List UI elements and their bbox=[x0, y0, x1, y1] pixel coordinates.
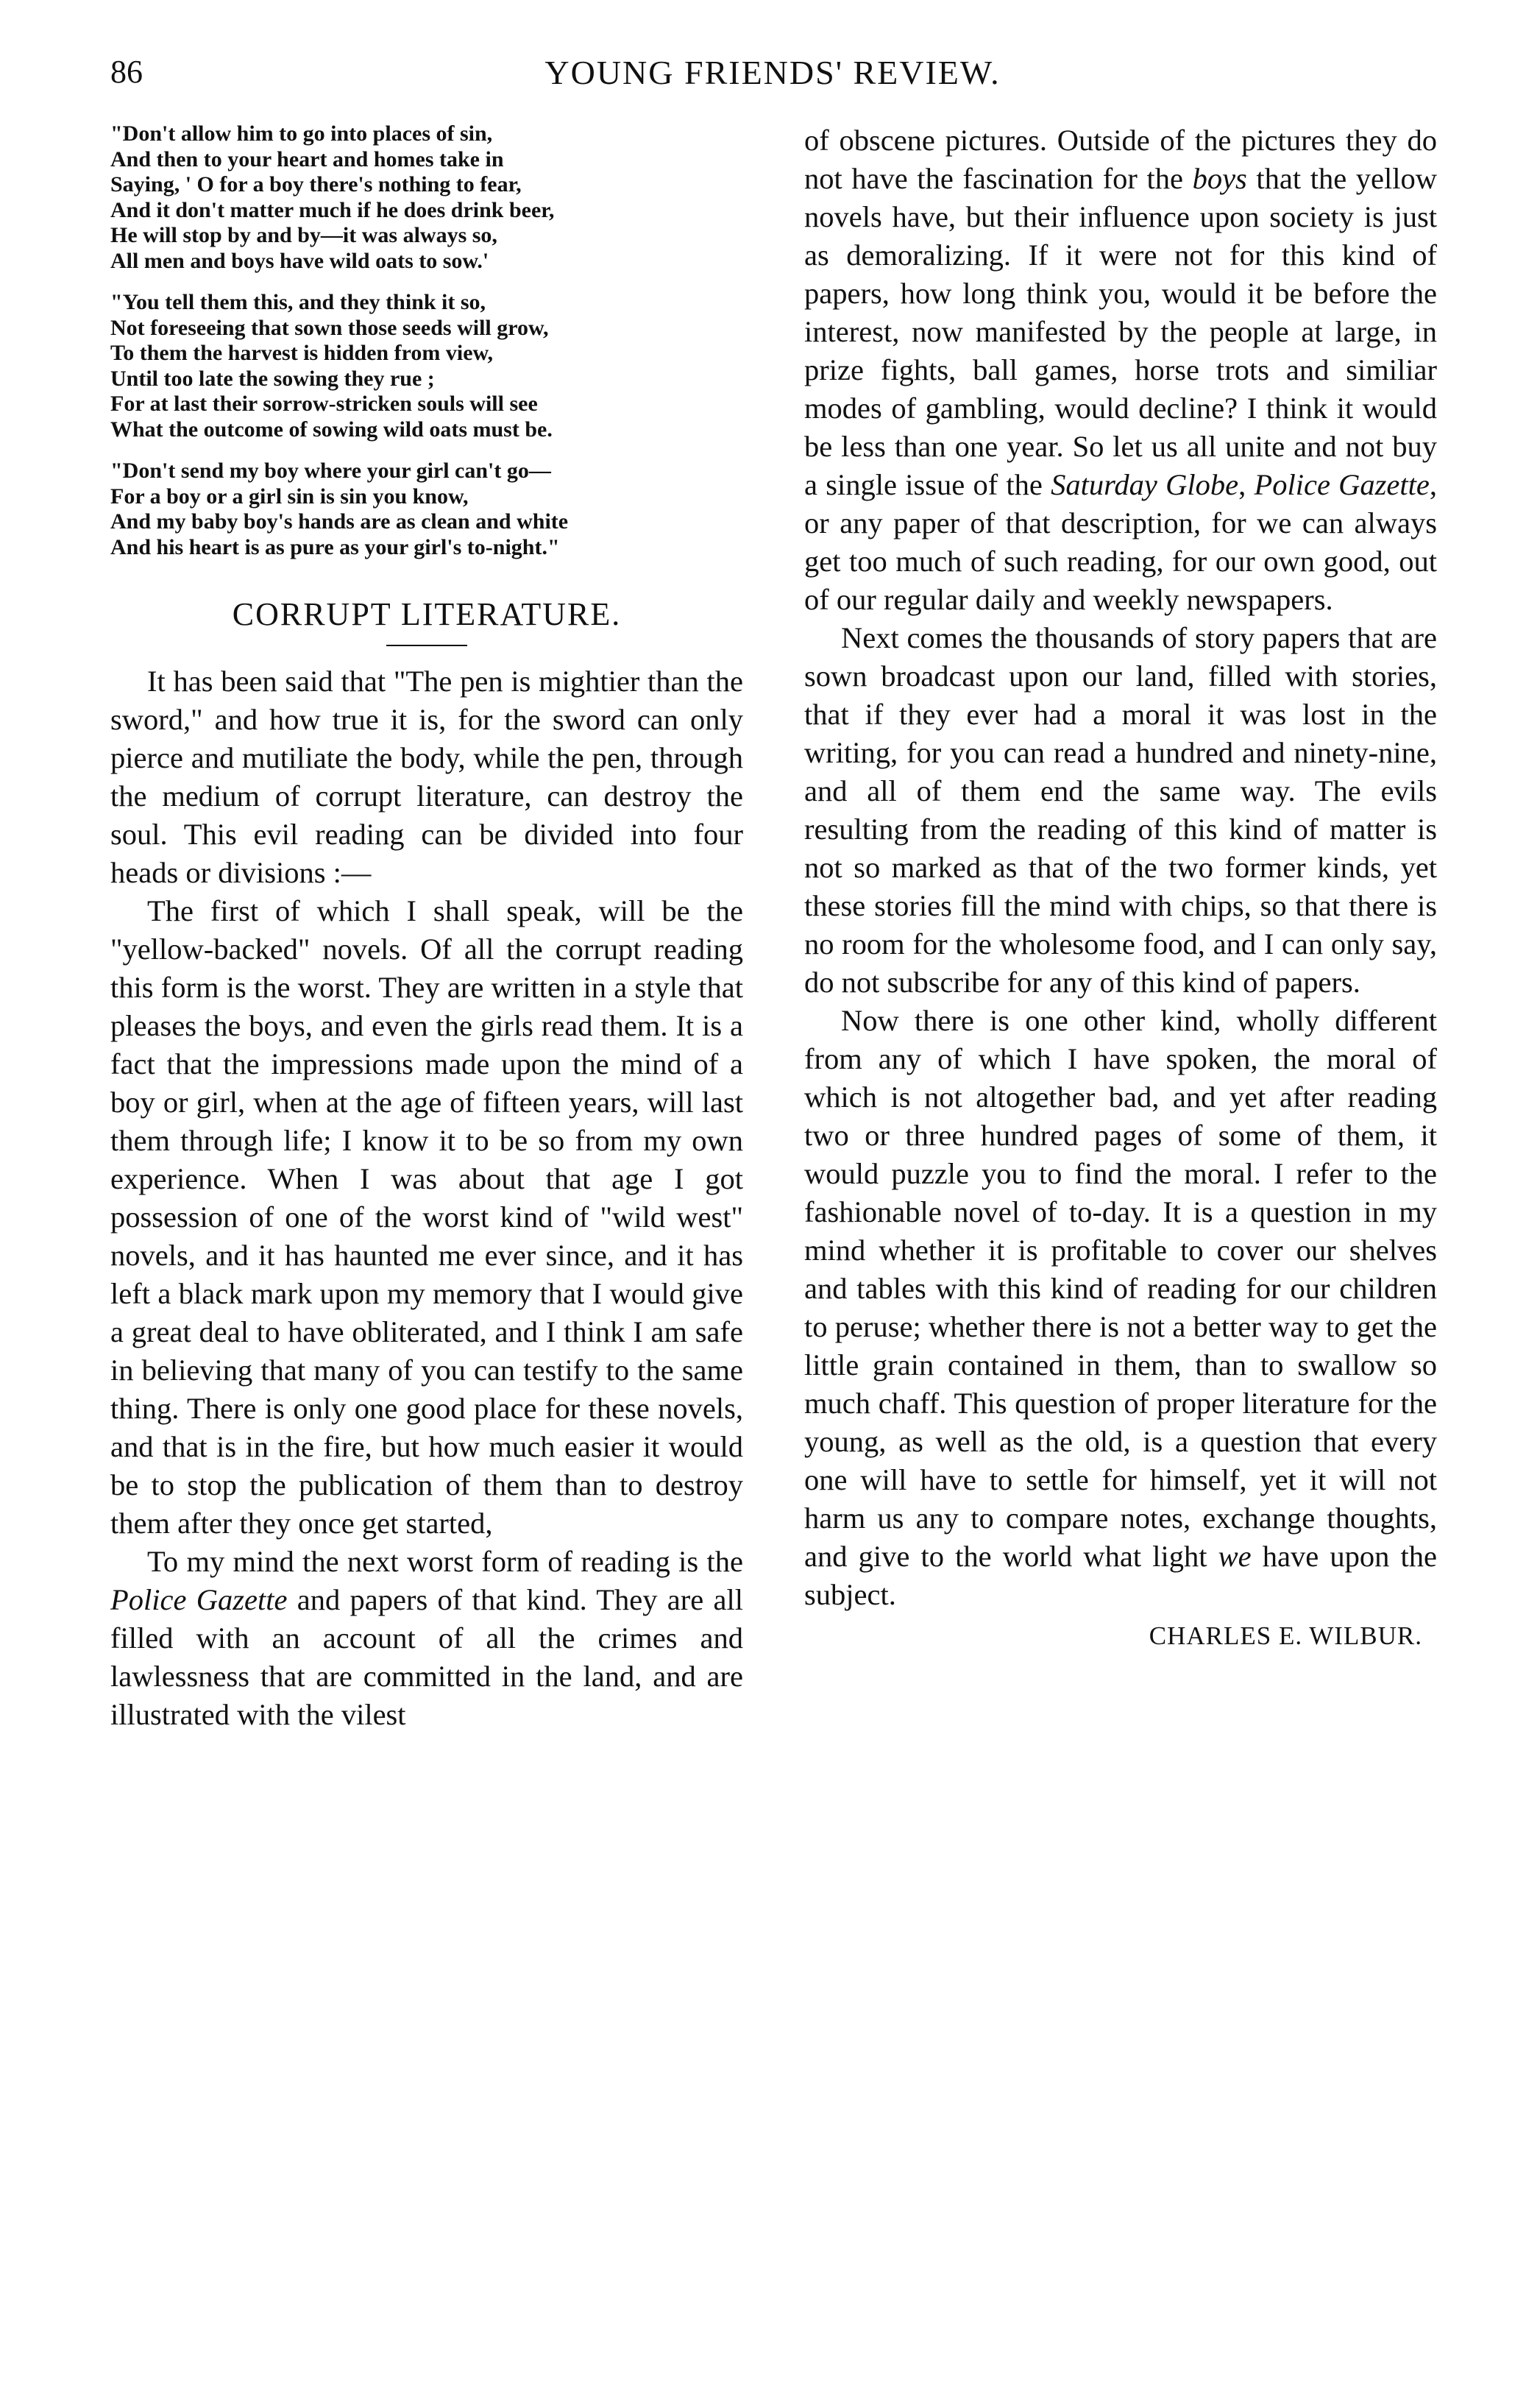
author-signature: CHARLES E. WILBUR. bbox=[1149, 1621, 1422, 1650]
publication-name: Police Gazette bbox=[110, 1583, 288, 1616]
page-header bbox=[110, 53, 1435, 112]
emphasis: we bbox=[1218, 1540, 1252, 1573]
emphasis: boys bbox=[1192, 162, 1247, 195]
text-run: To my mind the next worst form of reading is the bbox=[147, 1545, 743, 1578]
poem-line: For a boy or a girl sin is sin you know, bbox=[110, 484, 469, 509]
text-run: and papers of that kind. They are all filled with an account of all the crimes and lawlessness that are committed in the land, and are illustrated with the vilest bbox=[110, 1583, 744, 1731]
poem-stanza bbox=[110, 121, 743, 274]
poem-line: He will stop by and by—it was always so, bbox=[110, 223, 497, 247]
poem-line: Saying, ' O for a boy there's nothing to fear, bbox=[110, 172, 522, 197]
poem-stanza bbox=[110, 459, 743, 560]
text-run: , or any paper of that description, for we can always get too much of such reading, for our own good, out of our regular daily and weekly newspapers. bbox=[804, 468, 1437, 616]
poem-line: And his heart is as pure as your girl's to-night." bbox=[110, 534, 560, 559]
article-paragraph: It has been said that "The pen is mightier than the sword," and how true it is, for the sword can only pierce and mutiliate the body, while the pen, through the medium of corrupt literature, can destroy the soul. This evil reading can be divided into four heads or divisions :— bbox=[110, 665, 743, 889]
page-number: 86 bbox=[110, 54, 143, 90]
text-run: , bbox=[1238, 468, 1255, 501]
article-paragraph: Next comes the thousands of story papers that are sown broadcast upon our land, filled with stories, that if they ever had a moral it was lost in the writing, for you can read a hundred and ninety-nine, and all of them end the same way. The evils resulting from the reading of this kind of matter is not so marked as that of the two former kinds, yet these stories fill the mind with chips, so that there is no room for the wholesome food, and I can only say, do not subscribe for any of this kind of papers. bbox=[804, 621, 1437, 999]
title-rule bbox=[386, 645, 467, 646]
poem-line: "Don't send my boy where your girl can't go— bbox=[110, 459, 551, 483]
poem-line: For at last their sorrow-stricken souls will see bbox=[110, 392, 538, 416]
article-paragraph bbox=[110, 1543, 743, 1734]
text-run: Now there is one other kind, wholly different from any of which I have spoken, the moral of which is not altogether bad, and yet after reading two or three hundred pages of some of them, it would puzzle you to find the moral. I refer to the fashionable novel of to-day. It is a question in my mind whether it is profitable to cover our shelves and tables with this kind of reading for our children to peruse; whether there is not a better way to get the little grain contained in them, than to swallow so much chaff. This question of proper literature for the young, as well as the old, is a question that every one will have to settle for himself, yet it will not harm us any to compare notes, exchange thoughts, and give to the world what light bbox=[804, 1004, 1437, 1573]
poem-line: What the outcome of sowing wild oats must be. bbox=[110, 417, 553, 442]
article-paragraph bbox=[804, 1002, 1437, 1614]
left-column bbox=[110, 121, 743, 1734]
running-title: YOUNG FRIENDS' REVIEW. bbox=[544, 54, 1001, 91]
publication-name: Saturday Globe bbox=[1051, 468, 1239, 501]
text-run: have upon the subject. bbox=[804, 1540, 1437, 1611]
poem-line: And my baby boy's hands are as clean and white bbox=[110, 509, 569, 534]
poem-line: "You tell them this, and they think it so, bbox=[110, 290, 486, 314]
article-title: CORRUPT LITERATURE. bbox=[232, 596, 622, 632]
poem-line: All men and boys have wild oats to sow.' bbox=[110, 248, 489, 273]
poem-line: And then to your heart and homes take in bbox=[110, 146, 504, 171]
article-paragraph: The first of which I shall speak, will be the "yellow-backed" novels. Of all the corrupt reading this form is the worst. They are written in a style that pleases the boys, and even the girls read them. It is a fact that the impressions made upon the mind of a boy or girl, when at the age of fifteen years, will last them through life; I know it to be so from my own experience. When I was about that age I got possession of one of the worst kind of "wild west" novels, and it has haunted me ever since, and it has left a black mark upon my memory that I would give a great deal to have obliterated, and I think I am safe in believing that many of you can testify to the same thing. There is only one good place for these novels, and that is in the fire, but how much easier it would be to stop the publication of them than to destroy them after they once get started, bbox=[110, 894, 743, 1540]
text-run: that the yellow novels have, but their influence upon society is just as demoralizing. If it were not for this kind of papers, how long think you, would it be before the interest, now manifested by the people at large, in prize fights, ball games, horse trots and similiar modes of gambling, would decline? I think it would be less than one year. So let us all unite and not buy a single issue of the bbox=[804, 162, 1437, 501]
poem-stanza bbox=[110, 290, 743, 442]
publication-name: Police Gazette bbox=[1254, 468, 1430, 501]
poem-line: And it don't matter much if he does drink beer, bbox=[110, 197, 555, 222]
poem-line: Not foreseeing that sown those seeds will grow, bbox=[110, 315, 549, 340]
article-paragraph bbox=[804, 121, 1437, 619]
poem-line: Until too late the sowing they rue ; bbox=[110, 366, 435, 391]
poem-line: "Don't allow him to go into places of sin, bbox=[110, 121, 493, 146]
text-run: of obscene pictures. Outside of the pictures they do not have the fascination for the bbox=[804, 124, 1437, 195]
poem-line: To them the harvest is hidden from view, bbox=[110, 341, 494, 365]
right-column bbox=[804, 121, 1437, 1651]
